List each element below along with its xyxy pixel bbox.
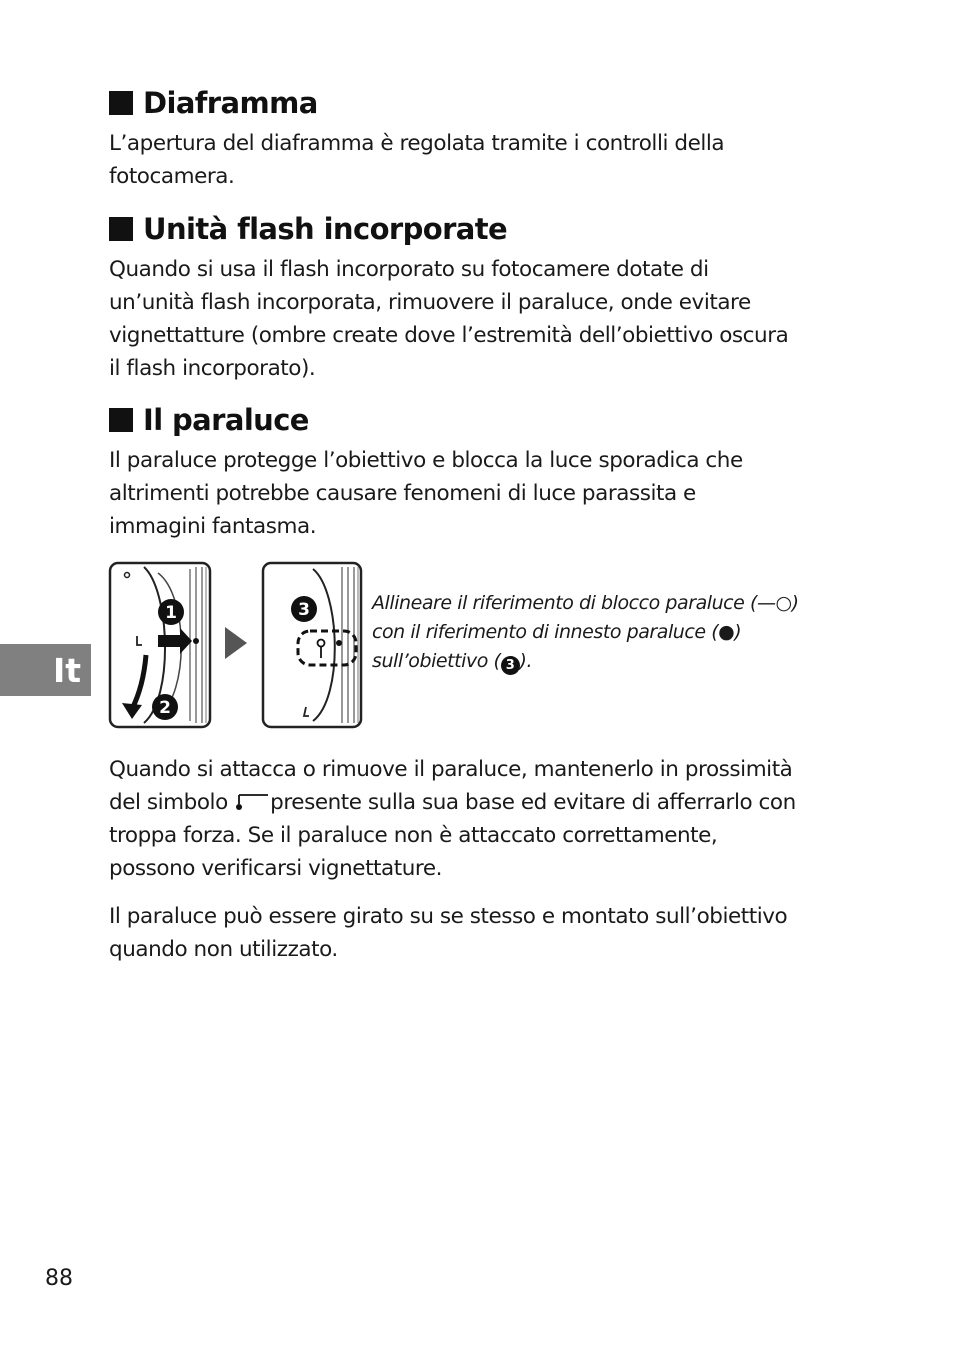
text-line: L’apertura del diaframma è regolata tramite i controlli della <box>109 131 725 156</box>
section-title: Unità flash incorporate <box>143 212 508 246</box>
section-heading-paraluce <box>109 403 309 437</box>
bullet-square-icon <box>109 217 133 241</box>
step-3-label: 3 <box>298 600 310 620</box>
step-2-label: 2 <box>159 698 171 718</box>
text-fragment: presente sulla sua base ed evitare di afferrarlo con <box>270 790 796 815</box>
text-line: altrimenti potrebbe causare fenomeni di luce parassita e <box>109 481 696 506</box>
text-line: Quando si usa il flash incorporato su fotocamere dotate di <box>109 257 709 282</box>
text-line: vignettatture (ombre create dove l’estremità dell’obiettivo oscura <box>109 323 789 348</box>
section-paragraph-paraluce <box>109 444 849 543</box>
text-line: Il paraluce protegge l’obiettivo e blocca la luce sporadica che <box>109 448 743 473</box>
hood-panel-2 <box>263 563 361 727</box>
next-step-arrow-icon <box>225 627 247 659</box>
text-line: fotocamera. <box>109 164 235 189</box>
language-tab: It <box>0 644 91 696</box>
section-title: Diaframma <box>143 86 318 120</box>
lens-hood-illustration <box>108 561 366 731</box>
bullet-square-icon <box>109 91 133 115</box>
text-line: immagini fantasma. <box>109 514 317 539</box>
step-1-label: 1 <box>165 603 177 623</box>
text-line: un’unità flash incorporata, rimuovere il paraluce, onde evitare <box>109 290 751 315</box>
section-title: Il paraluce <box>143 403 309 437</box>
caption-line: Allineare il riferimento di blocco paraluce (—○) <box>372 592 799 614</box>
body-paragraph-storage <box>109 900 849 966</box>
section-paragraph-flash <box>109 253 849 385</box>
text-line: possono verificarsi vignettature. <box>109 856 442 881</box>
page-number: 88 <box>45 1266 73 1291</box>
text-line: quando non utilizzato. <box>109 937 338 962</box>
hood-panel-1 <box>110 563 210 727</box>
caption-text: ). <box>519 650 533 672</box>
body-paragraph-handling <box>109 753 849 885</box>
section-heading-flash <box>109 212 507 246</box>
text-fragment: del simbolo <box>109 790 228 815</box>
caption-line <box>372 647 842 676</box>
section-heading-diaframma <box>109 86 318 120</box>
hood-grip-symbol-icon <box>234 790 270 812</box>
text-line: Il paraluce può essere girato su se stesso e montato sull’obiettivo <box>109 904 788 929</box>
text-line <box>109 786 849 819</box>
step-3-inline-marker: 3 <box>501 656 520 675</box>
bullet-square-icon <box>109 408 133 432</box>
text-line: il flash incorporato). <box>109 356 316 381</box>
text-line: troppa forza. Se il paraluce non è attaccato correttamente, <box>109 823 718 848</box>
figure-caption <box>372 589 842 676</box>
section-paragraph-diaframma <box>109 127 849 193</box>
caption-line: con il riferimento di innesto paraluce (●) <box>372 621 742 643</box>
caption-text: sull’obiettivo ( <box>372 650 501 672</box>
text-line: Quando si attacca o rimuove il paraluce, mantenerlo in prossimità <box>109 757 793 782</box>
